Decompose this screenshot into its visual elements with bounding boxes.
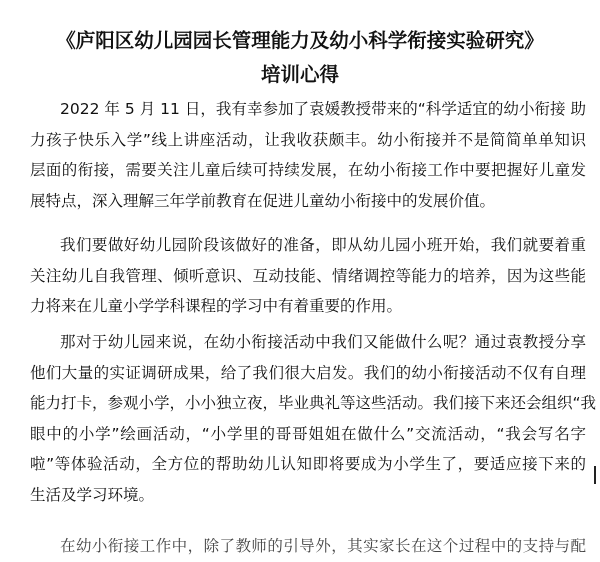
paragraph-4 [30,531,586,562]
paragraph-line: 力孩子快乐入学”线上讲座活动，让我收获颇丰。幼小衔接并不是简简单单知识 [30,130,586,149]
document-subtitle: 培训心得 [260,63,339,86]
paragraph-line: 在幼小衔接工作中，除了教师的引导外，其实家长在这个过程中的支持与配 [60,537,586,555]
paragraph-line: 展特点，深入理解三年学前教育在促进儿童幼小衔接中的发展价值。 [30,191,496,210]
paragraph-line: 层面的衔接，需要关注儿童后续可持续发展，在幼小衔接工作中要把握好儿童发 [30,161,586,179]
text-cursor [594,466,596,484]
paragraph-line: 能力打卡，参观小学，小小独立夜，毕业典礼等这些活动。我们接下来还会组织“我 [30,394,597,412]
paragraph-line: 我们要做好幼儿园阶段该做好的准备，即从幼儿园小班开始，我们就要着重 [60,236,586,254]
paragraph-line: 关注幼儿自我管理、倾听意识、互动技能、情绪调控等能力的培养，因为这些能 [30,266,586,285]
paragraph-3 [30,327,597,510]
paragraph-line: 啦”等体验活动，全方位的帮助幼儿认知即将要成为小学生了，要适应接下来的 [30,455,586,473]
paragraph-line: 那对于幼儿园来说，在幼小衔接活动中我们又能做什么呢？通过袁教授分享 [60,333,586,351]
paragraph-1 [30,94,586,216]
document-title: 《庐阳区幼儿园园长管理能力及幼小科学衔接实验研究》 [56,29,544,52]
paragraph-line: 眼中的小学”绘画活动，“小学里的哥哥姐姐在做什么”交流活动，“我会写名字 [30,424,586,443]
paragraph-2 [30,230,586,322]
paragraph-line: 力将来在儿童小学学科课程的学习中有着重要的作用。 [30,297,403,315]
paragraph-line: 他们大量的实证调研成果，给了我们很大启发。我们的幼小衔接活动不仅有自理 [30,363,586,382]
paragraph-line: 生活及学习环境。 [30,485,155,504]
paragraph-line: 2022 年 5 月 11 日，我有幸参加了袁媛教授带来的“科学适宜的幼小衔接 助 [60,100,586,118]
